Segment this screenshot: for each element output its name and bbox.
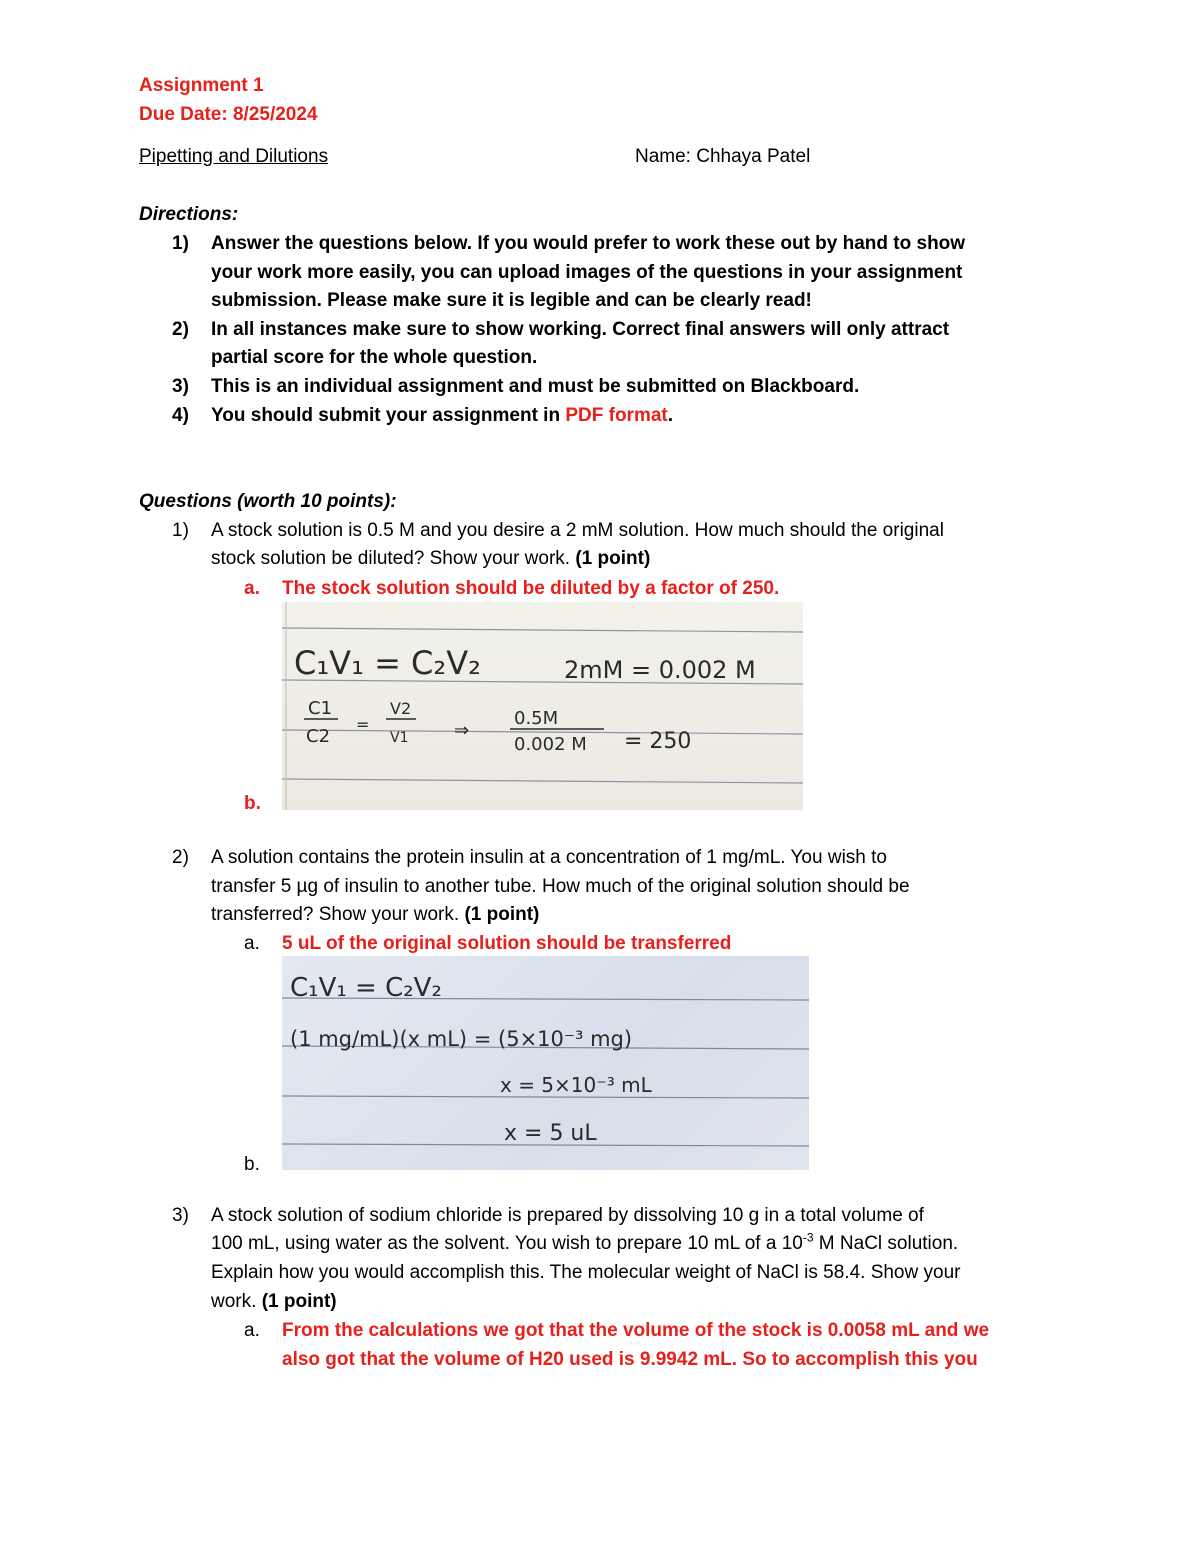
direction-suffix: . <box>667 405 674 426</box>
hand-c2: C2 <box>306 726 331 747</box>
hand-result: = 250 <box>624 729 692 754</box>
hand-c1: C1 <box>308 698 333 719</box>
question-text-line: Explain how you would accomplish this. The molecular weight of NaCl is 58.4. Show your <box>211 1262 961 1283</box>
direction-text-line <box>211 401 673 430</box>
answer-text: The stock solution should be diluted by a factor of 250. <box>282 578 780 599</box>
question-text-line <box>211 544 650 573</box>
student-name: Name: Chhaya Patel <box>635 146 811 167</box>
direction-text-line: your work more easily, you can upload images of the questions in your assignment <box>211 262 963 283</box>
assignment-title: Assignment 1 <box>139 75 264 96</box>
answer-text: 5 uL of the original solution should be transferred <box>282 933 732 954</box>
direction-text-line: submission. Please make sure it is legible and can be clearly read! <box>211 290 812 311</box>
hand-numerator: 0.5M <box>514 708 559 729</box>
question-text-line <box>211 1229 958 1258</box>
hand-v2: V2 <box>390 699 412 718</box>
direction-text-line: Answer the questions below. If you would prefer to work these out by hand to show <box>211 233 966 254</box>
question-text-line: A stock solution of sodium chloride is prepared by dissolving 10 g in a total volume of <box>211 1205 924 1226</box>
direction-number: 1) <box>172 233 189 254</box>
answer-label: a. <box>244 933 260 954</box>
answer-label: a. <box>244 578 260 599</box>
question-text-line: transfer 5 µg of insulin to another tube. How much of the original solution should be <box>211 876 910 897</box>
answer-text-line: also got that the volume of H20 used is 9.9942 mL. So to accomplish this you <box>282 1349 978 1370</box>
due-date: Due Date: 8/25/2024 <box>139 104 318 125</box>
hand-equals: = <box>356 715 370 734</box>
handwritten-work-image <box>282 602 803 810</box>
question-text-line: A stock solution is 0.5 M and you desire a 2 mM solution. How much should the original <box>211 520 944 541</box>
hand-equation-line: x = 5×10⁻³ mL <box>500 1073 652 1097</box>
question-text: stock solution be diluted? Show your work. <box>211 548 576 569</box>
image-label: b. <box>244 1154 260 1175</box>
direction-number: 2) <box>172 319 189 340</box>
question-number: 2) <box>172 847 189 868</box>
topic-heading: Pipetting and Dilutions <box>139 146 329 167</box>
direction-number: 4) <box>172 405 189 426</box>
directions-heading: Directions: <box>139 204 239 225</box>
hand-equation-line: (1 mg/mL)(x mL) = (5×10⁻³ mg) <box>290 1027 633 1051</box>
lined-paper <box>282 956 809 1170</box>
question-text-line <box>211 1287 337 1316</box>
direction-text: You should submit your assignment in <box>211 405 566 426</box>
handwritten-work-image <box>282 956 809 1170</box>
exponent: -3 <box>802 1230 814 1245</box>
points-label: (1 point) <box>464 904 540 925</box>
image-label: b. <box>244 793 261 814</box>
hand-conversion: 2mM = 0.002 M <box>564 656 756 684</box>
points-label: (1 point) <box>575 548 651 569</box>
questions-heading: Questions (worth 10 points): <box>139 491 397 512</box>
answer-text-line: From the calculations we got that the volume of the stock is 0.0058 mL and we <box>282 1320 990 1341</box>
hand-formula: C₁V₁ = C₂V₂ <box>294 644 481 682</box>
answer-label: a. <box>244 1320 260 1341</box>
question-text: work. <box>211 1291 262 1312</box>
question-number: 1) <box>172 520 189 541</box>
hand-formula: C₁V₁ = C₂V₂ <box>290 973 442 1003</box>
hand-arrow: ⇒ <box>454 720 470 741</box>
direction-text-line: In all instances make sure to show working. Correct final answers will only attract <box>211 319 950 340</box>
question-text-line: A solution contains the protein insulin at a concentration of 1 mg/mL. You wish to <box>211 847 887 868</box>
direction-text-line: partial score for the whole question. <box>211 347 538 368</box>
question-text-line <box>211 900 539 929</box>
pdf-format-highlight: PDF format <box>565 405 668 426</box>
question-number: 3) <box>172 1205 189 1226</box>
direction-text-line: This is an individual assignment and must be submitted on Blackboard. <box>211 376 860 397</box>
question-text: 100 mL, using water as the solvent. You wish to prepare 10 mL of a 10 <box>211 1233 803 1254</box>
direction-number: 3) <box>172 376 189 397</box>
hand-equation-line: x = 5 uL <box>504 1121 597 1146</box>
hand-denominator: 0.002 M <box>514 734 587 755</box>
question-text: M NaCl solution. <box>813 1233 959 1254</box>
lined-paper <box>282 602 803 810</box>
hand-v1: V1 <box>390 730 409 746</box>
question-text: transferred? Show your work. <box>211 904 465 925</box>
points-label: (1 point) <box>261 1291 337 1312</box>
